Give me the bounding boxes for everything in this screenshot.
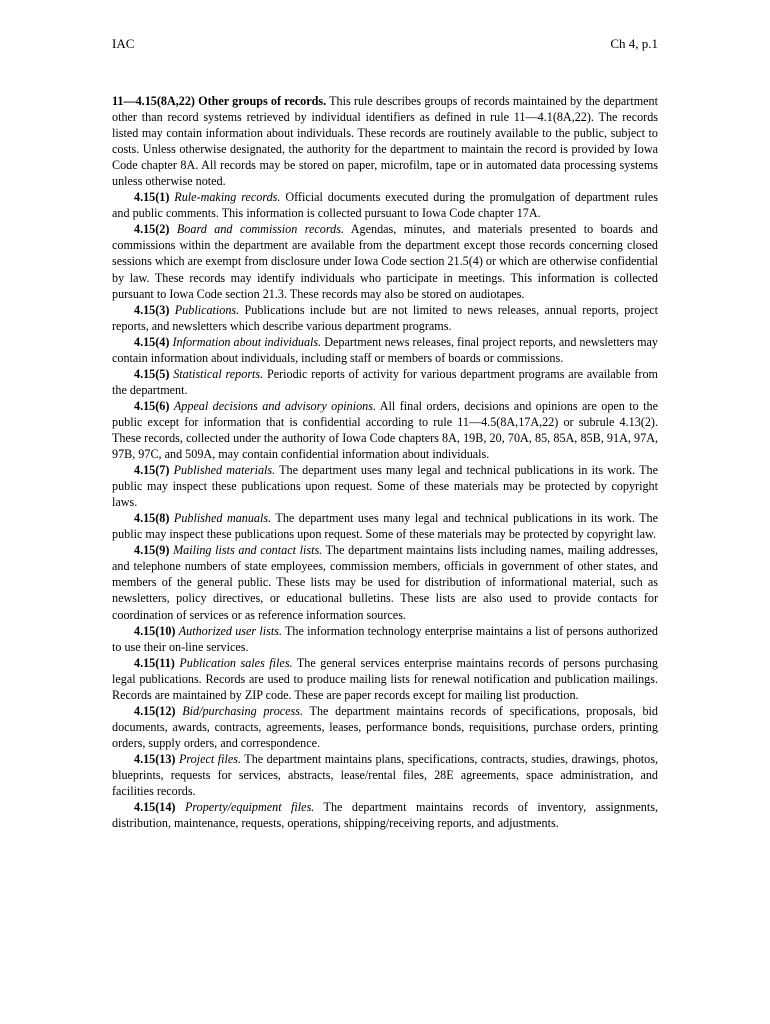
- subrule-text: Official documents executed during the promulgation of department rules and public comments. This information is collected pursuant to Iowa Code chapter 17A.: [112, 190, 658, 221]
- subrule-text: The department maintains plans, specifications, contracts, studies, drawings, photos, blueprints, requests for services, abstracts, lease/rental files, 28E agreements, space administration, and facilities records.: [112, 751, 658, 799]
- subrule-2: [112, 221, 658, 301]
- subrule-text: The department maintains records of specifications, proposals, bid documents, awards, contracts, agreements, leases, performance bonds, requisitions, purchase orders, printing orders, supply orders, and correspondence.: [112, 703, 658, 750]
- subrule-title: Bid/purchasing process.: [182, 703, 304, 718]
- subrule-13: [112, 751, 658, 799]
- rule-title: Other groups of records.: [198, 94, 327, 108]
- subrule-10: [112, 623, 658, 655]
- subrule-number: 4.15(11): [134, 655, 175, 670]
- subrule-1: [112, 189, 658, 221]
- subrule-number: 4.15(12): [134, 703, 176, 718]
- subrule-number: 4.15(6): [134, 398, 170, 413]
- subrule-number: 4.15(1): [134, 190, 170, 205]
- subrule-5: [112, 366, 658, 398]
- subrule-text: The department uses many legal and technical publications in its work. The public may inspect these publications upon request. Some of these materials may be protected by copyright laws.: [112, 463, 658, 510]
- subrule-title: Board and commission records.: [176, 222, 344, 237]
- subrule-text: The department uses many legal and technical publications in its work. The public may inspect these publications upon request. Some of these materials may be protected by copyright law.: [112, 511, 658, 542]
- header-page-number: Ch 4, p.1: [610, 36, 658, 51]
- subrule-number: 4.15(14): [134, 800, 176, 815]
- rule-number: 11—4.15(8A,22): [112, 94, 195, 108]
- subrule-text: Agendas, minutes, and materials presented to boards and commissions within the department are available from the department except those records concerning closed sessions which are exempt from disclosure under Iowa Code section 21.5(4) or which are otherwise confidential by law. These records may identify individuals who participate in meetings. This information is collected pursuant to Iowa Code section 21.3. These records may also be stored on audiotapes.: [112, 222, 658, 301]
- subrule-number: 4.15(3): [134, 302, 170, 317]
- subrule-title: Publications.: [174, 302, 240, 317]
- subrule-number: 4.15(7): [134, 463, 170, 478]
- subrule-9: [112, 542, 658, 622]
- subrule-number: 4.15(2): [134, 222, 170, 237]
- subrule-title: Project files.: [178, 751, 242, 766]
- subrule-title: Appeal decisions and advisory opinions.: [173, 398, 377, 413]
- header-code: IAC: [112, 36, 135, 51]
- subrule-number: 4.15(10): [134, 623, 176, 638]
- subrule-number: 4.15(8): [134, 511, 170, 526]
- subrule-title: Mailing lists and contact lists.: [173, 543, 323, 558]
- subrule-text: Department news releases, final project reports, and newsletters may contain information about individuals, including staff or members of boards or commissions.: [112, 334, 658, 365]
- subrule-number: 4.15(4): [134, 334, 170, 349]
- subrule-title: Property/equipment files.: [184, 800, 315, 815]
- subrule-6: [112, 398, 658, 462]
- subrule-text: All final orders, decisions and opinions are open to the public except for information that is confidential according to rule 11—4.5(8A,17A,22) or subrule 4.13(2). These records, collected under the authority of Iowa Code chapters 8A, 19B, 20, 70A, 85, 85A, 85B, 91A, 97A, 97B, 97C, and 509A, may contain confidential information about individuals.: [112, 398, 658, 462]
- subrule-number: 4.15(5): [134, 366, 170, 381]
- subrule-text: The department maintains records of inventory, assignments, distribution, maintenance, requests, operations, shipping/receiving reports, and adjustments.: [112, 800, 658, 831]
- subrule-title: Statistical reports.: [173, 366, 264, 381]
- page-header: [112, 36, 658, 54]
- subrule-title: Information about individuals.: [172, 334, 322, 349]
- subrule-text: The department maintains lists including names, mailing addresses, and telephone numbers of state employees, commission members, officials in government of other states, and members of the general public. These lists may be used for distribution of informational material, such as newsletters, policy directives, or educational bulletins. These lists are also used to provide contacts for coordination of services or as reference information sources.: [112, 543, 658, 622]
- rule-paragraph: [112, 93, 658, 189]
- subrule-number: 4.15(9): [134, 543, 170, 558]
- subrule-title: Published materials.: [173, 463, 276, 478]
- subrule-7: [112, 462, 658, 510]
- subrule-text: The information technology enterprise maintains a list of persons authorized to use their on-line services.: [112, 623, 658, 654]
- subrule-12: [112, 703, 658, 751]
- subrule-3: [112, 302, 658, 334]
- subrule-8: [112, 510, 658, 542]
- subrule-4: [112, 334, 658, 366]
- subrule-title: Rule-making records.: [174, 190, 281, 205]
- subrule-11: [112, 655, 658, 703]
- subrule-text: Periodic reports of activity for various department programs are available from the department.: [112, 366, 658, 397]
- rule-text: This rule describes groups of records maintained by the department other than record systems retrieved by individual identifiers as defined in rule 11—4.1(8A,22). The records listed may contain information about individuals. These records are routinely available to the public, subject to costs. Unless otherwise designated, the authority for the department to maintain the record is provided by Iowa Code chapter 8A. All records may be stored on paper, microfilm, tape or in automated data processing systems unless otherwise noted.: [112, 94, 658, 189]
- subrule-text: The general services enterprise maintains records of persons purchasing legal publications. Records are used to produce mailing lists for renewal notification and publication mailings. Records are maintained by ZIP code. These are paper records except for mailing list production.: [112, 655, 658, 702]
- subrule-title: Published manuals.: [173, 511, 272, 526]
- subrule-number: 4.15(13): [134, 751, 176, 766]
- document-body: [112, 93, 658, 831]
- subrule-title: Authorized user lists.: [178, 623, 282, 638]
- subrule-text: Publications include but are not limited to news releases, annual reports, project reports, and newsletters which describe various department programs.: [112, 302, 658, 333]
- subrule-title: Publication sales files.: [179, 655, 293, 670]
- subrule-14: [112, 799, 658, 831]
